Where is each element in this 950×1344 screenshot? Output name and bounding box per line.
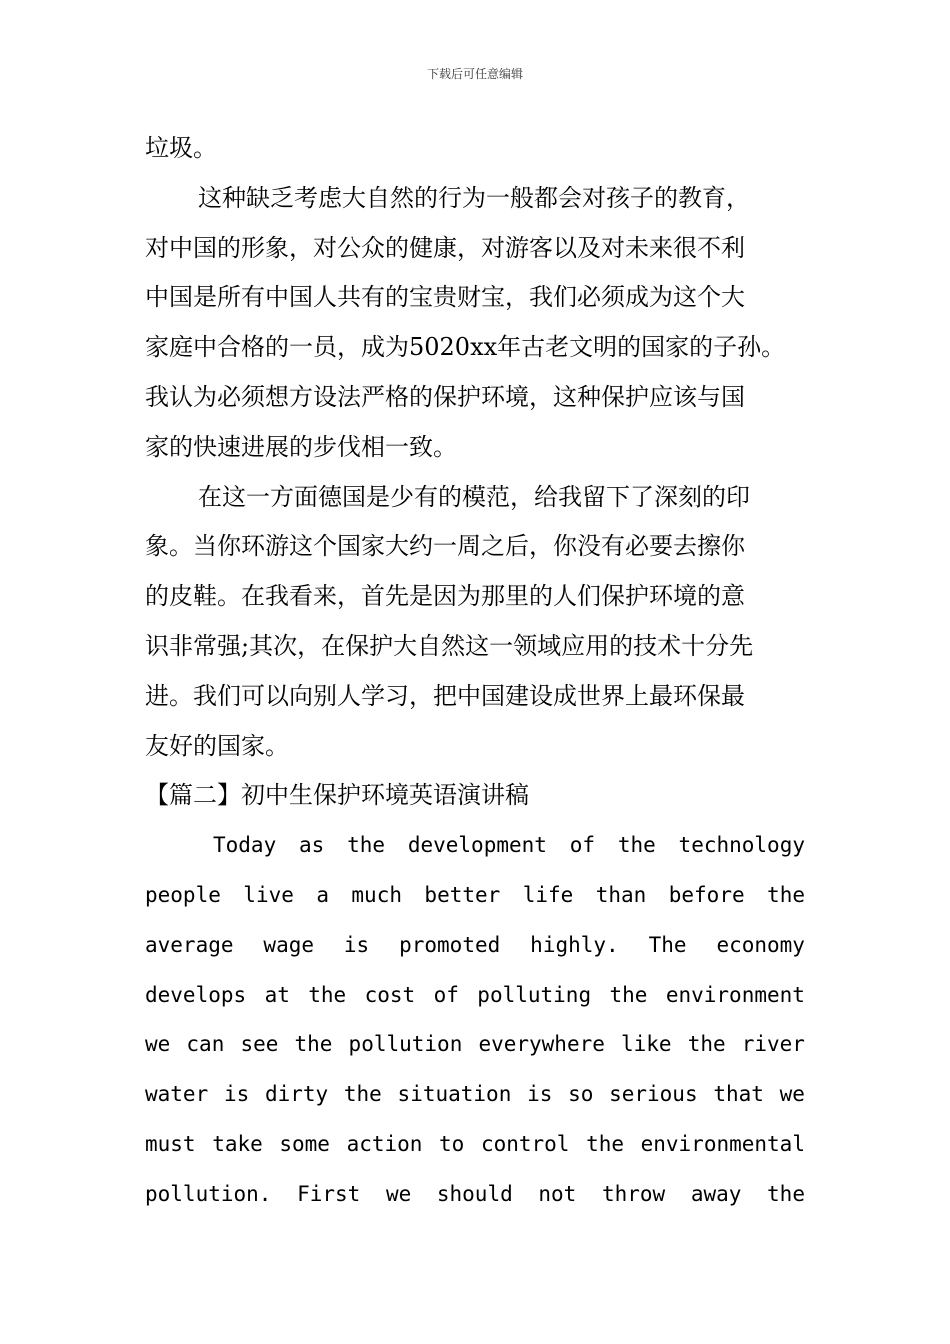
- word: of: [569, 833, 596, 858]
- word: highly.: [530, 932, 619, 957]
- paragraph-line: 识非常强;其次，在保护大自然这一领域应用的技术十分先: [145, 631, 754, 660]
- word: should: [436, 1181, 513, 1206]
- word: water: [145, 1082, 209, 1107]
- word: better: [424, 882, 501, 907]
- word: much: [351, 882, 402, 907]
- word: we: [779, 1082, 805, 1107]
- word: at: [264, 982, 290, 1007]
- paragraph-line: 的皮鞋。在我看来，首先是因为那里的人们保护环境的意: [145, 582, 745, 611]
- word: situation: [397, 1082, 512, 1107]
- paragraph-line: 这种缺乏考虑大自然的行为一般都会对孩子的教育，: [198, 183, 750, 212]
- word: development: [407, 833, 547, 858]
- word: polluting: [477, 982, 592, 1007]
- word: away: [690, 1181, 742, 1206]
- word: pollution: [348, 1032, 463, 1057]
- word: is: [527, 1082, 553, 1107]
- paragraph-line: 我认为必须想方设法严格的保护环境，这种保护应该与国: [145, 382, 745, 411]
- word: to: [439, 1131, 465, 1156]
- english-line: [145, 971, 805, 1021]
- english-line: [145, 1120, 805, 1170]
- word: First: [297, 1181, 361, 1206]
- paragraph-line: 家庭中合格的一员，成为5020xx年古老文明的国家的子孙。: [145, 333, 786, 362]
- word: the: [609, 982, 648, 1007]
- paragraph-line: 垃圾。: [145, 134, 217, 162]
- word: environment: [665, 982, 805, 1007]
- word: people: [145, 882, 221, 907]
- english-line: [145, 1070, 805, 1120]
- word: the: [586, 1131, 624, 1156]
- word: develops: [145, 982, 247, 1007]
- word: the: [767, 1181, 805, 1206]
- english-line: [145, 871, 805, 921]
- word: live: [243, 882, 294, 907]
- word: throw: [601, 1181, 666, 1206]
- word: average: [145, 932, 234, 957]
- paragraph-line: 中国是所有中国人共有的宝贵财宝，我们必须成为这个大: [145, 283, 745, 312]
- word: the: [308, 982, 347, 1007]
- english-line: [145, 921, 805, 971]
- word: technology: [678, 833, 805, 858]
- word: the: [767, 882, 805, 907]
- word: cost: [364, 982, 416, 1007]
- word: the: [343, 1082, 382, 1107]
- word: control: [480, 1131, 570, 1156]
- word: that: [713, 1082, 764, 1107]
- word: action: [346, 1131, 423, 1156]
- word: economy: [716, 932, 805, 957]
- paragraph-line: 友好的国家。: [145, 731, 289, 760]
- word: Today: [213, 833, 277, 858]
- word: wage: [263, 932, 314, 957]
- word: the: [294, 1032, 333, 1057]
- english-line: [145, 821, 805, 871]
- word: not: [538, 1181, 577, 1206]
- document-body: [145, 124, 805, 1220]
- word: the: [617, 833, 656, 858]
- english-line: [145, 1020, 805, 1070]
- paragraph-line: 家的快速进展的步伐相一致。: [145, 432, 457, 461]
- word: of: [433, 982, 459, 1007]
- word: so: [568, 1082, 594, 1107]
- word: before: [668, 882, 745, 907]
- word: like: [621, 1032, 672, 1057]
- word: can: [186, 1032, 225, 1057]
- word: serious: [609, 1082, 698, 1107]
- section-title: 【篇二】初中生保护环境英语演讲稿: [145, 781, 529, 810]
- word: pollution.: [145, 1181, 272, 1206]
- word: take: [212, 1131, 263, 1156]
- word: we: [385, 1181, 412, 1206]
- word: promoted: [399, 932, 501, 957]
- word: than: [595, 882, 647, 907]
- paragraph-line: 象。当你环游这个国家大约一周之后，你没有必要去擦你: [145, 532, 745, 561]
- paragraph-line: 进。我们可以向别人学习，把中国建设成世界上最环保最: [145, 681, 745, 710]
- word: must: [145, 1131, 196, 1156]
- word: dirty: [264, 1082, 329, 1107]
- word: the: [687, 1032, 726, 1057]
- word: environmental: [640, 1131, 805, 1156]
- word: is: [343, 932, 370, 957]
- word: is: [223, 1082, 250, 1107]
- english-line: [145, 1170, 805, 1220]
- word: some: [279, 1131, 330, 1156]
- paragraph-line: 对中国的形象，对公众的健康，对游客以及对未来很不利: [145, 233, 745, 262]
- page-header: 下载后可任意编辑: [426, 67, 523, 81]
- word: see: [240, 1032, 279, 1057]
- word: a: [316, 882, 329, 907]
- word: we: [145, 1032, 171, 1057]
- word: as: [299, 833, 325, 858]
- word: river: [741, 1032, 805, 1057]
- word: The: [648, 932, 687, 957]
- paragraph-line: 在这一方面德国是少有的模范，给我留下了深刻的印: [198, 482, 750, 511]
- word: everywhere: [478, 1032, 605, 1057]
- word: life: [522, 882, 574, 907]
- word: the: [347, 833, 386, 858]
